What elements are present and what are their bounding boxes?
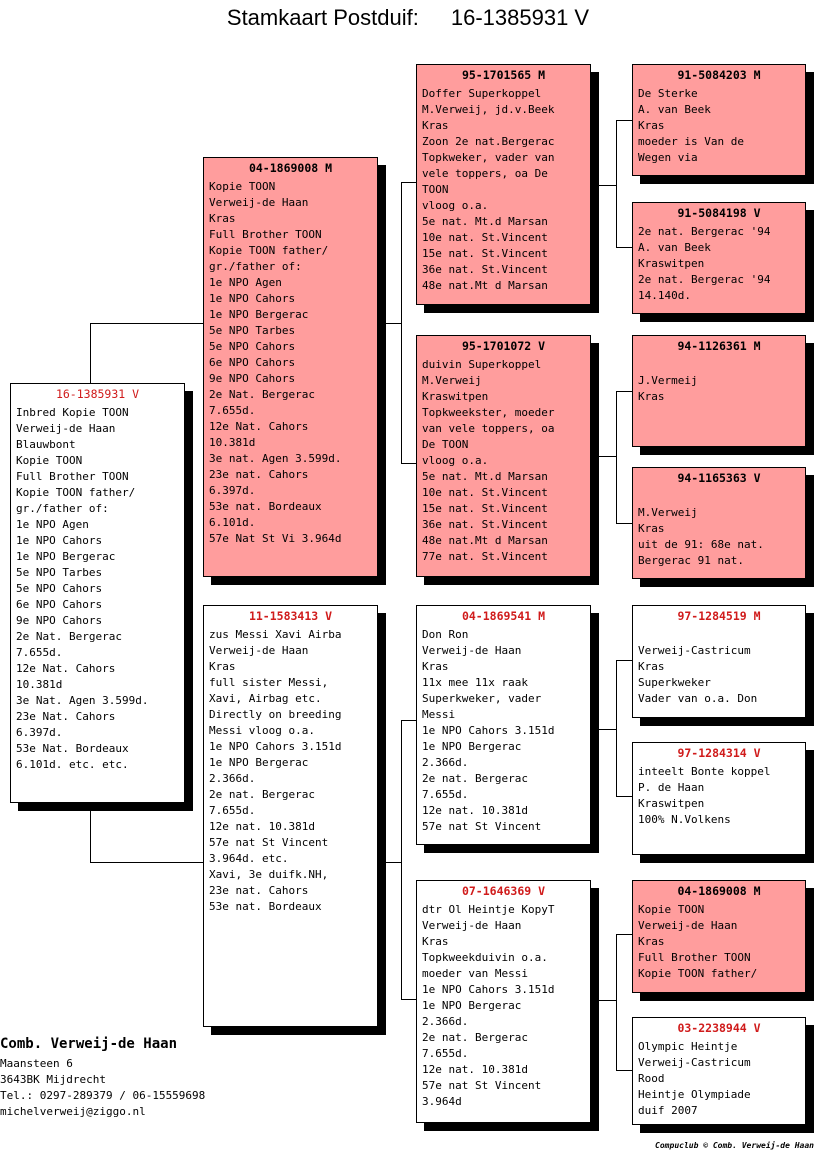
connector (90, 323, 91, 383)
ring-number: 03-2238944 V (677, 1021, 761, 1035)
detail-line: Topkweker, vader van (422, 151, 555, 164)
detail-line: 100% N.Volkens (638, 813, 731, 826)
detail-line: Kras (638, 119, 665, 132)
detail-line: Kraswitpen (638, 797, 705, 810)
detail-line: A. van Beek (638, 241, 711, 254)
detail-line: 5e nat. Mt.d Marsan (422, 470, 548, 483)
detail-line: Superkweker (638, 676, 711, 689)
ring-number: 95-1701072 V (461, 339, 546, 353)
detail-line: Kopie TOON father/ (638, 967, 758, 980)
pigeon-details (638, 764, 800, 828)
connector (616, 934, 617, 1071)
detail-line: 57e nat St Vincent (209, 836, 329, 849)
detail-line: Superkweker, vader (422, 692, 542, 705)
detail-line: Kopie TOON (638, 903, 705, 916)
detail-line: Heintje Olympiade (638, 1088, 751, 1101)
connector (616, 1070, 632, 1071)
detail-line: 12e nat. 10.381d (422, 1063, 528, 1076)
detail-line: TOON (422, 183, 449, 196)
connector (616, 796, 632, 797)
pigeon-card-fff[interactable] (632, 64, 806, 176)
detail-line: 2e nat. Bergerac (422, 1031, 528, 1044)
detail-line: 2e nat. Bergerac (209, 788, 315, 801)
connector (616, 391, 617, 524)
detail-line: 7.655d. (422, 788, 469, 801)
detail-line: 1e NPO Bergerac (422, 999, 522, 1012)
detail-line: moeder van Messi (422, 967, 528, 980)
connector (616, 934, 632, 935)
detail-line: 15e nat. St.Vincent (422, 247, 548, 260)
ring-number: 07-1646369 V (461, 884, 546, 898)
detail-line: De TOON (422, 438, 469, 451)
detail-line: 36e nat. St.Vincent (422, 263, 548, 276)
detail-line: Verweij-Castricum (638, 1056, 751, 1069)
detail-line: Topkweekduivin o.a. (422, 951, 548, 964)
detail-line: Kras (422, 935, 449, 948)
detail-line: 10.381d (16, 678, 63, 691)
connector (401, 720, 417, 721)
detail-line: Full Brother TOON (16, 470, 129, 483)
pigeon-details (16, 405, 179, 773)
detail-line: 11x mee 11x raak (422, 676, 528, 689)
detail-line: J.Vermeij (638, 374, 698, 387)
detail-line: vloog o.a. (422, 454, 489, 467)
ring-number: 94-1126361 M (677, 339, 761, 353)
detail-line: Bergerac 91 nat. (638, 554, 744, 567)
city-line: 3643BK Mijdrecht (0, 1073, 106, 1086)
phone-line: Tel.: 0297-289379 / 06-15559698 (0, 1089, 206, 1102)
ring-number: 04-1869008 M (677, 884, 761, 898)
detail-line: 3e Nat. Agen 3.599d. (16, 694, 149, 707)
connector (616, 391, 632, 392)
detail-line: 5e NPO Cahors (16, 582, 103, 595)
detail-line: 7.655d. (209, 404, 256, 417)
detail-line: 5e NPO Tarbes (209, 324, 296, 337)
detail-line: 23e Nat. Cahors (16, 710, 116, 723)
detail-line: 1e NPO Bergerac (209, 756, 309, 769)
ring-number: 95-1701565 M (461, 68, 546, 82)
detail-line: moeder is Van de (638, 135, 744, 148)
detail-line: Kras (638, 660, 665, 673)
detail-line: M.Verweij, jd.v.Beek (422, 103, 555, 116)
detail-line: Full Brother TOON (209, 228, 322, 241)
address-line: Maansteen 6 (0, 1057, 73, 1070)
detail-line: 2e Nat. Bergerac (16, 630, 122, 643)
detail-line: Kraswitpen (422, 390, 489, 403)
pigeon-details (422, 902, 585, 1110)
detail-line: Verweij-de Haan (638, 919, 738, 932)
title-label: Stamkaart Postduif: (226, 5, 419, 30)
pigeon-details (209, 627, 372, 915)
detail-line: Messi (422, 708, 456, 721)
detail-line: 23e nat. Cahors (209, 468, 309, 481)
detail-line: 14.140d. (638, 289, 691, 302)
detail-line: 1e NPO Cahors 3.151d (422, 724, 555, 737)
detail-line: 2.366d. (422, 1015, 469, 1028)
connector (616, 120, 632, 121)
detail-line: Olympic Heintje (638, 1040, 738, 1053)
pigeon-details (638, 224, 800, 304)
detail-line: P. de Haan (638, 781, 705, 794)
pigeon-card-mmm[interactable] (632, 1017, 806, 1125)
pigeon-details (422, 86, 585, 294)
detail-line: Verweij-Castricum (638, 644, 751, 657)
pigeon-card-fmm[interactable] (632, 467, 806, 579)
detail-line: gr./father of: (209, 260, 302, 273)
detail-line: Messi vloog o.a. (209, 724, 315, 737)
pigeon-details (422, 627, 585, 835)
detail-line: Inbred Kopie TOON (16, 406, 129, 419)
connector (401, 182, 417, 183)
detail-line: Directly on breeding (209, 708, 342, 721)
detail-line: 2e nat. Bergerac (422, 772, 528, 785)
detail-line: 3.964d (422, 1095, 462, 1108)
pigeon-card-mother-mother[interactable] (416, 880, 591, 1123)
email-link[interactable]: michelverweij@ziggo.nl (0, 1105, 146, 1118)
detail-line: duif 2007 (638, 1104, 698, 1117)
detail-line: 53e nat. Bordeaux (209, 500, 322, 513)
detail-line: 7.655d. (422, 1047, 469, 1060)
detail-line: duivin Superkoppel (422, 358, 542, 371)
connector (616, 660, 632, 661)
detail-line: 53e nat. Bordeaux (209, 900, 322, 913)
connector (590, 729, 616, 730)
detail-line: 48e nat.Mt d Marsan (422, 279, 548, 292)
detail-line: 1e NPO Cahors 3.151d (209, 740, 342, 753)
pigeon-details (638, 902, 800, 982)
detail-line: 5e NPO Cahors (209, 340, 296, 353)
detail-line: Blauwbont (16, 438, 76, 451)
detail-line: Doffer Superkoppel (422, 87, 542, 100)
pigeon-details (638, 357, 800, 405)
detail-line: Kopie TOON father/ (209, 244, 329, 257)
detail-line: 57e nat St Vincent (422, 1079, 542, 1092)
detail-line: 2e Nat. Bergerac (209, 388, 315, 401)
pigeon-card-fmf[interactable] (632, 335, 806, 447)
detail-line: 12e nat. 10.381d (209, 820, 315, 833)
detail-line: 10e nat. St.Vincent (422, 486, 548, 499)
detail-line: inteelt Bonte koppel (638, 765, 771, 778)
pigeon-card-father-father[interactable] (416, 64, 591, 305)
connector (590, 1000, 616, 1001)
pigeon-details (422, 357, 585, 565)
ring-number: 16-1385931 V (55, 387, 140, 401)
detail-line: 15e nat. St.Vincent (422, 502, 548, 515)
ring-number: 94-1165363 V (677, 471, 761, 485)
detail-line: 2.366d. (422, 756, 469, 769)
detail-line: 5e NPO Tarbes (16, 566, 103, 579)
detail-line (638, 489, 800, 505)
connector (590, 456, 616, 457)
pigeon-card-mmf[interactable] (632, 880, 806, 993)
detail-line: Verweij-de Haan (16, 422, 116, 435)
connector (401, 463, 417, 464)
connector (616, 120, 617, 248)
detail-line: Kras (209, 660, 236, 673)
detail-line: Xavi, 3e duifk.NH, (209, 868, 329, 881)
connector (590, 185, 616, 186)
detail-line: 23e nat. Cahors (209, 884, 309, 897)
detail-line: 6e NPO Cahors (16, 598, 103, 611)
connector (616, 660, 617, 797)
ring-number: 91-5084203 M (677, 68, 761, 82)
detail-line: M.Verweij (638, 506, 698, 519)
ring-number: 11-1583413 V (248, 609, 333, 623)
detail-line: Kras (638, 935, 665, 948)
software-credit: Compuclub © Comb. Verweij-de Haan (655, 1141, 814, 1150)
connector (90, 803, 91, 863)
connector (90, 323, 204, 324)
pigeon-details (638, 489, 800, 569)
detail-line: Verweij-de Haan (209, 196, 309, 209)
ring-number: 97-1284314 V (677, 746, 761, 760)
detail-line: A. van Beek (638, 103, 711, 116)
pigeon-card-ffm[interactable] (632, 202, 806, 314)
detail-line: Kopie TOON (16, 454, 83, 467)
detail-line: Kras (638, 522, 665, 535)
detail-line: 1e NPO Bergerac (422, 740, 522, 753)
ring-number: 04-1869541 M (461, 609, 546, 623)
detail-line: dtr Ol Heintje KopyT (422, 903, 555, 916)
detail-line: 2e nat. Bergerac '94 (638, 273, 771, 286)
connector (377, 862, 401, 863)
detail-line: 57e Nat St Vi 3.964d (209, 532, 342, 545)
detail-line: 77e nat. St.Vincent (422, 550, 548, 563)
detail-line: 1e NPO Bergerac (16, 550, 116, 563)
detail-line: Kopie TOON (209, 180, 276, 193)
pigeon-details (209, 179, 372, 547)
pigeon-details (638, 627, 800, 707)
detail-line: Kras (638, 390, 665, 403)
connector (401, 720, 402, 1000)
connector (377, 323, 401, 324)
page-title (0, 4, 816, 32)
detail-line: Don Ron (422, 628, 469, 641)
pigeon-details (638, 86, 800, 166)
connector (401, 999, 417, 1000)
pigeon-card-father-mother[interactable] (416, 335, 591, 577)
detail-line: Verweij-de Haan (209, 644, 309, 657)
ring-number: 04-1869008 M (248, 161, 333, 175)
detail-line: 12e Nat. Cahors (16, 662, 116, 675)
connector (616, 523, 632, 524)
detail-line: 6e NPO Cahors (209, 356, 296, 369)
detail-line: Kras (209, 212, 236, 225)
detail-line: Verweij-de Haan (422, 644, 522, 657)
detail-line: Kras (422, 660, 449, 673)
detail-line: Rood (638, 1072, 665, 1085)
detail-line: 10.381d (209, 436, 256, 449)
connector (401, 182, 402, 464)
detail-line: 12e Nat. Cahors (209, 420, 309, 433)
detail-line: 57e nat St Vincent (422, 820, 542, 833)
detail-line: gr./father of: (16, 502, 109, 515)
connector (616, 247, 632, 248)
detail-line: Verweij-de Haan (422, 919, 522, 932)
detail-line: 9e NPO Cahors (16, 614, 103, 627)
detail-line (638, 357, 800, 373)
detail-line: Full Brother TOON (638, 951, 751, 964)
detail-line: full sister Messi, (209, 676, 329, 689)
detail-line: 1e NPO Cahors 3.151d (422, 983, 555, 996)
ring-number: 91-5084198 V (677, 206, 761, 220)
detail-line: 6.397d. (16, 726, 63, 739)
detail-line: 12e nat. 10.381d (422, 804, 528, 817)
detail-line: Wegen via (638, 151, 698, 164)
title-ring: 16-1385931 V (450, 5, 590, 30)
detail-line: 48e nat.Mt d Marsan (422, 534, 548, 547)
detail-line: 3.964d. etc. (209, 852, 289, 865)
detail-line: 6.101d. etc. etc. (16, 758, 129, 771)
detail-line: Kraswitpen (638, 257, 705, 270)
detail-line: Xavi, Airbag etc. (209, 692, 322, 705)
detail-line: 7.655d. (209, 804, 256, 817)
detail-line: De Sterke (638, 87, 698, 100)
detail-line: 3e nat. Agen 3.599d. (209, 452, 342, 465)
detail-line: Kras (422, 119, 449, 132)
detail-line: 1e NPO Cahors (16, 534, 103, 547)
owner-contact (0, 1034, 205, 1120)
detail-line: M.Verweij (422, 374, 482, 387)
pigeon-card-mfm[interactable] (632, 742, 806, 855)
detail-line: 10e nat. St.Vincent (422, 231, 548, 244)
detail-line: 1e NPO Agen (209, 276, 282, 289)
detail-line: 1e NPO Bergerac (209, 308, 309, 321)
pigeon-details (638, 1039, 800, 1119)
connector (90, 862, 204, 863)
detail-line: 6.101d. (209, 516, 256, 529)
detail-line: 7.655d. (16, 646, 63, 659)
detail-line: 5e nat. Mt.d Marsan (422, 215, 548, 228)
detail-line: 53e Nat. Bordeaux (16, 742, 129, 755)
detail-line: 9e NPO Cahors (209, 372, 296, 385)
pigeon-card-mff[interactable] (632, 605, 806, 718)
detail-line: Topkweekster, moeder (422, 406, 555, 419)
detail-line: Kopie TOON father/ (16, 486, 136, 499)
detail-line (638, 627, 800, 643)
detail-line: Zoon 2e nat.Bergerac (422, 135, 555, 148)
detail-line: 2e nat. Bergerac '94 (638, 225, 771, 238)
club-name: Comb. Verweij-de Haan (0, 1036, 178, 1052)
detail-line: 2.366d. (209, 772, 256, 785)
pigeon-card-subject[interactable] (10, 383, 185, 803)
ring-number: 97-1284519 M (677, 609, 761, 623)
detail-line: 1e NPO Cahors (209, 292, 296, 305)
pigeon-card-mother-father[interactable] (416, 605, 591, 845)
detail-line: vele toppers, oa De (422, 167, 548, 180)
detail-line: vloog o.a. (422, 199, 489, 212)
detail-line: van vele toppers, oa (422, 422, 555, 435)
detail-line: zus Messi Xavi Airba (209, 628, 342, 641)
pigeon-card-mother[interactable] (203, 605, 378, 1027)
detail-line: 36e nat. St.Vincent (422, 518, 548, 531)
detail-line: 6.397d. (209, 484, 256, 497)
pigeon-card-father[interactable] (203, 157, 378, 577)
detail-line: Vader van o.a. Don (638, 692, 758, 705)
detail-line: uit de 91: 68e nat. (638, 538, 764, 551)
detail-line: 1e NPO Agen (16, 518, 89, 531)
